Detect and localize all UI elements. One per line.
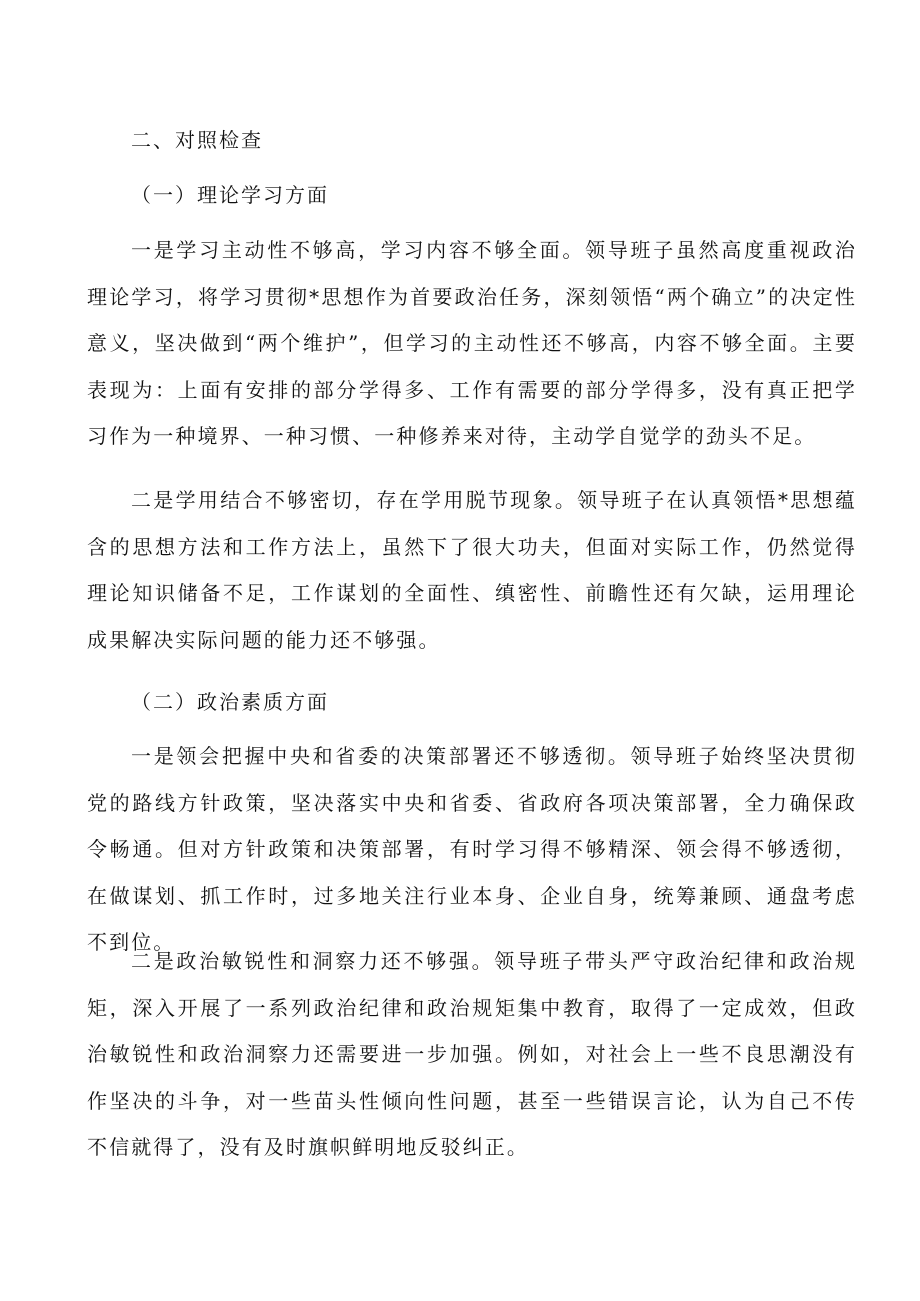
- paragraph-theory-2: 二是学用结合不够密切，存在学用脱节现象。领导班子在认真领悟*思想蕴含的思想方法和工作方法上，虽然下了很大功夫，但面对实际工作，仍然觉得理论知识储备不足，工作谋划的全面性、缜密性、前瞻性还有欠缺，运用理论成果解决实际问题的能力还不够强。: [87, 488, 857, 652]
- section-heading: 二、对照检查: [131, 128, 263, 152]
- paragraph-theory-1: 一是学习主动性不够高，学习内容不够全面。领导班子虽然高度重视政治理论学习，将学习贯彻*思想作为首要政治任务，深刻领悟“两个确立”的决定性意义，坚决做到“两个维护”，但学习的主动性还不够高，内容不够全面。主要表现为：上面有安排的部分学得多、工作有需要的部分学得多，没有真正把学习作为一种境界、一种习惯、一种修养来对待，主动学自觉学的劲头不足。: [87, 238, 857, 449]
- paragraph-political-1: 一是领会把握中央和省委的决策部署还不够透彻。领导班子始终坚决贯彻党的路线方针政策，坚决落实中央和省委、省政府各项决策部署，全力确保政令畅通。但对方针政策和决策部署，有时学习得不够精深、领会得不够透彻，在做谋划、抓工作时，过多地关注行业本身、企业自身，统筹兼顾、通盘考虑不到位。: [87, 744, 857, 955]
- paragraph-political-2: 二是政治敏锐性和洞察力还不够强。领导班子带头严守政治纪律和政治规矩，深入开展了一系列政治纪律和政治规矩集中教育，取得了一定成效，但政治敏锐性和政治洞察力还需要进一步加强。例如，对社会上一些不良思潮没有作坚决的斗争，对一些苗头性倾向性问题，甚至一些错误言论，认为自己不传不信就得了，没有及时旗帜鲜明地反驳纠正。: [87, 949, 857, 1160]
- subsection-heading-political: （二）政治素质方面: [131, 690, 329, 714]
- subsection-heading-theory: （一）理论学习方面: [131, 183, 329, 207]
